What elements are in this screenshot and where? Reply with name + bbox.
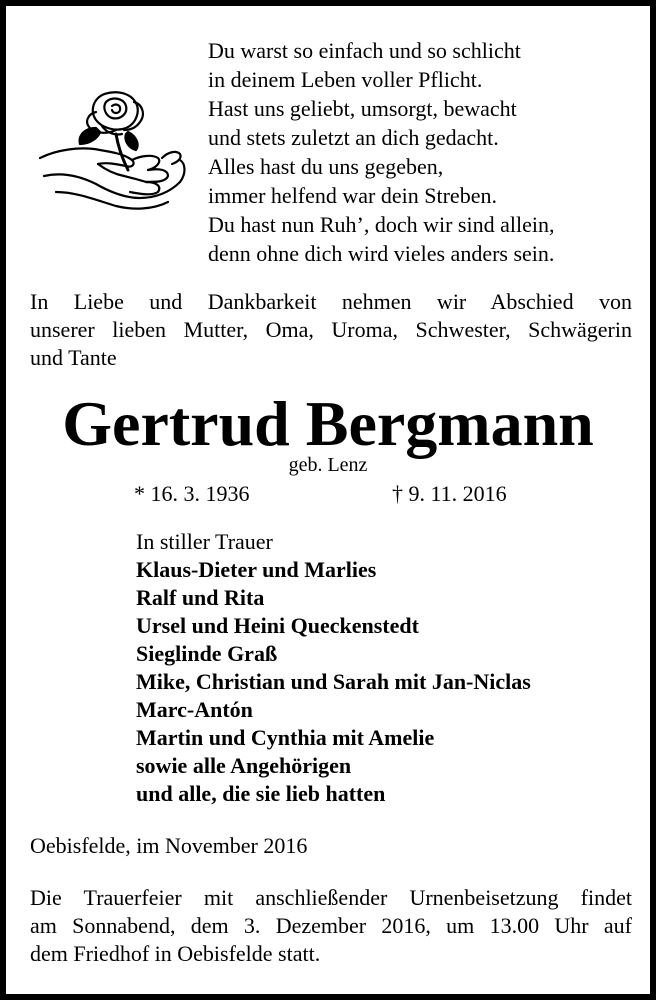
poem-line: Hast uns geliebt, umsorgt, bewacht — [208, 96, 517, 121]
poem — [208, 36, 628, 268]
mourner-name: Klaus-Dieter und Marlies — [136, 557, 377, 582]
mourners-list — [136, 528, 636, 808]
mourner-name: Ursel und Heini Queckenstedt — [136, 613, 419, 638]
intro-line: unserer lieben Mutter, Oma, Uroma, Schwester, Schwägerin — [30, 317, 632, 342]
mourner-name: Sieglinde Graß — [136, 641, 278, 666]
mourner-name: und alle, die sie lieb hatten — [136, 781, 386, 806]
service-line: Die Trauerfeier mit anschließender Urnenbeisetzung findet — [30, 885, 632, 910]
rose-in-hands-icon — [36, 88, 188, 214]
poem-line: und stets zuletzt an dich gedacht. — [208, 125, 499, 150]
poem-line: Alles hast du uns gegeben, — [208, 154, 444, 179]
maiden-name: geb. Lenz — [288, 454, 368, 476]
place-date: Oebisfelde, im November 2016 — [30, 833, 308, 858]
poem-line: denn ohne dich wird vieles anders sein. — [208, 241, 555, 266]
mourner-name: sowie alle Angehörigen — [136, 753, 352, 778]
poem-line: Du warst so einfach und so schlicht — [208, 38, 521, 63]
intro-line: und Tante — [30, 345, 117, 370]
birth-date: * 16. 3. 1936 — [134, 481, 250, 506]
death-date: † 9. 11. 2016 — [392, 481, 507, 506]
mourner-name: Mike, Christian und Sarah mit Jan-Niclas — [136, 669, 531, 694]
deceased-name: Gertrud Bergmann — [62, 388, 594, 459]
service-line: dem Friedhof in Oebisfelde statt. — [30, 941, 321, 966]
service-info — [30, 884, 632, 968]
mourner-name: Ralf und Rita — [136, 585, 265, 610]
mourner-name: Martin und Cynthia mit Amelie — [136, 725, 435, 750]
poem-line: in deinem Leben voller Pflicht. — [208, 67, 483, 92]
mourners-heading: In stiller Trauer — [136, 529, 273, 554]
service-line: am Sonnabend, dem 3. Dezember 2016, um 13.00 Uhr auf — [30, 913, 632, 938]
intro-text — [30, 288, 632, 372]
mourner-name: Marc-Antón — [136, 697, 253, 722]
intro-line: In Liebe und Dankbarkeit nehmen wir Abschied von — [30, 289, 632, 314]
poem-line: Du hast nun Ruh’, doch wir sind allein, — [208, 212, 555, 237]
poem-line: immer helfend war dein Streben. — [208, 183, 497, 208]
